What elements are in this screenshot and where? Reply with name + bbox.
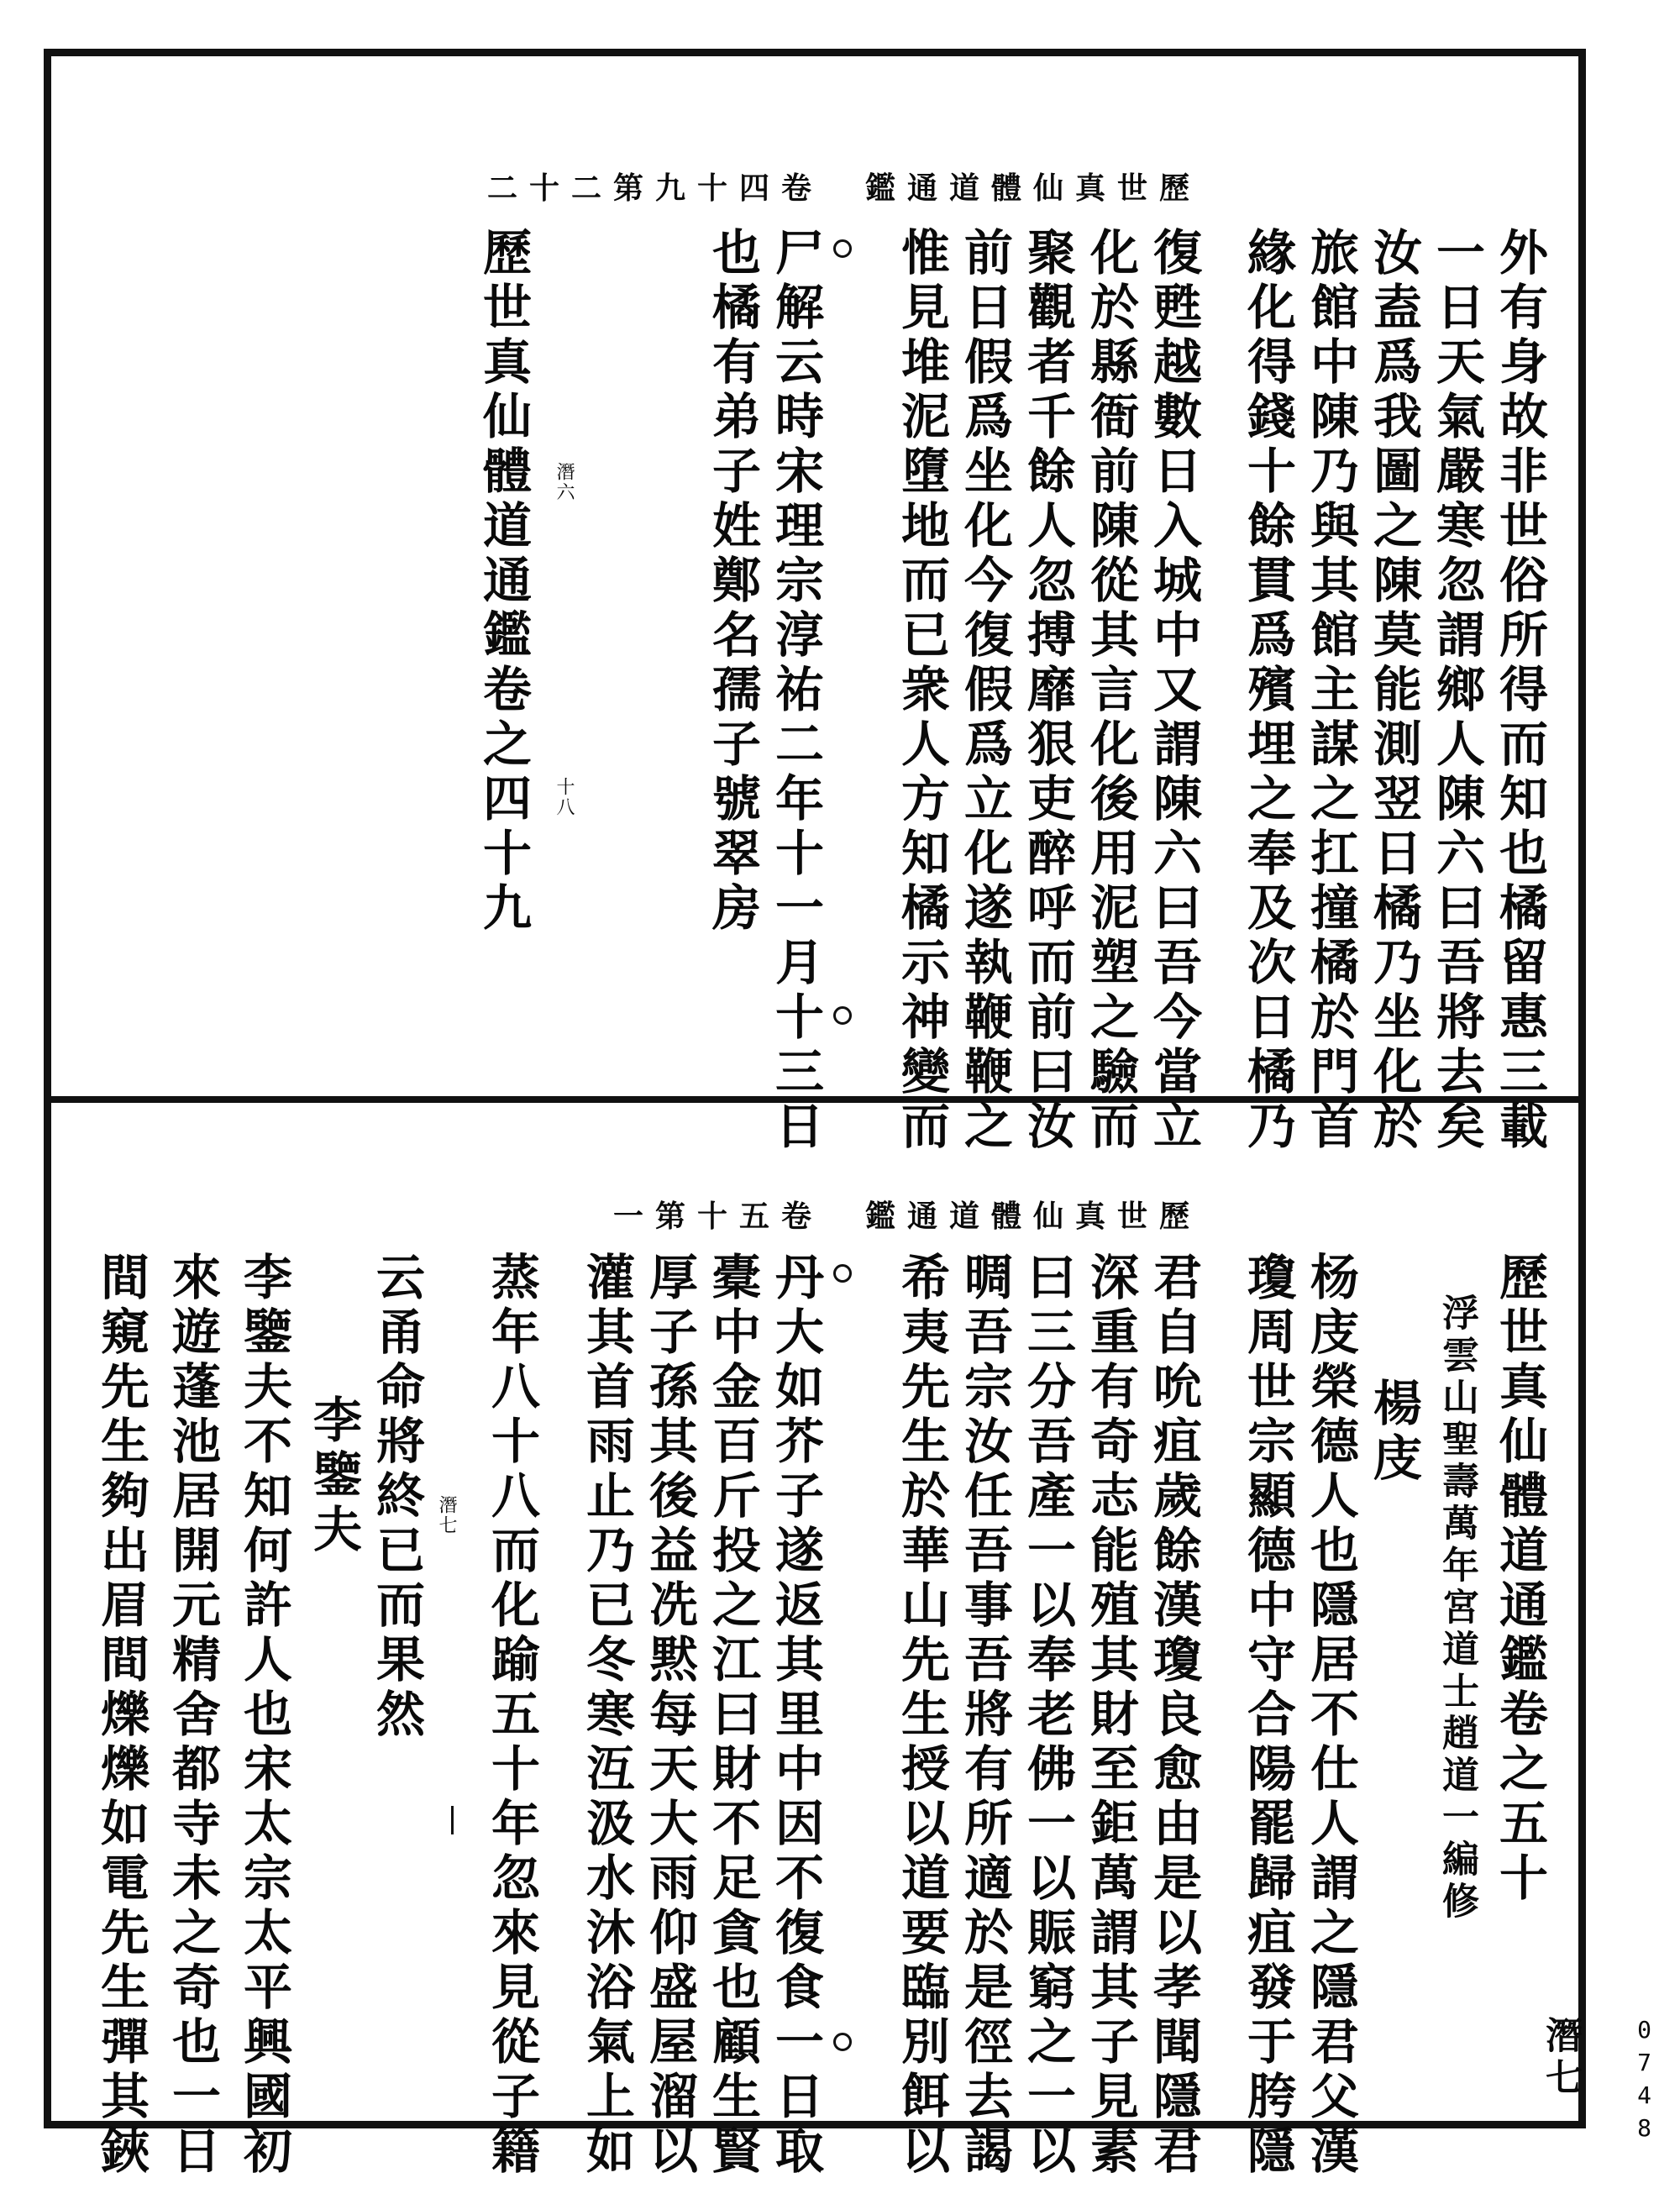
text-column: 蒸年八十八而化踰五十年忽來見從子籍 [483, 1252, 540, 2180]
text-column: 間窺先生夠出眉間爍爍如電先生彈其鋏 [92, 1252, 150, 2180]
text-column: 緣化得錢十餘貫爲殯埋之奉及次日橘乃 [1239, 227, 1296, 1155]
punctuation-circle [833, 1264, 852, 1283]
text-column: 厚子孫其後益冼黙每天大雨仰盛屋溜以 [641, 1252, 698, 2180]
volume-title: 歷世真仙體道通鑑卷之五十 [1491, 1252, 1548, 1907]
text-column: 外有身故非世俗所得而知也橘留惠三載 [1491, 227, 1548, 1155]
margin-note: 潛六 [554, 462, 575, 502]
volume-note: 潛七 [1539, 2016, 1582, 2100]
margin-note: 十八 [554, 777, 575, 817]
text-column: 深重有奇志能殖其財至鉅萬謂其子見素 [1082, 1252, 1139, 2180]
text-column: 晭吾宗汝任吾事吾將有所適於是徑去謁 [956, 1252, 1013, 2180]
text-column: 曰三分吾產一以奉老佛一以賑窮之一以 [1019, 1252, 1076, 2180]
text-column: 杨庋榮德人也隱居不仕人謂之隱君父漢 [1302, 1252, 1359, 2180]
text-column: 復甦越數日入城中又謂陳六曰吾今當立 [1145, 227, 1202, 1155]
text-column: 汝盍爲我圖之陳莫能測翌日橘乃坐化於 [1365, 227, 1422, 1155]
text-column: 也橘有弟子姓鄭名孺子號翠房 [704, 227, 761, 937]
text-column: 前日假爲坐化今復假爲立化遂執鞭鞭之 [956, 227, 1013, 1155]
text-column: 聚觀者千餘人忽搏靡狠吏醉呼而前曰汝 [1019, 227, 1076, 1155]
text-column: 尸解云時宋理宗淳祐二年十一月十三日 [767, 227, 824, 1155]
text-column: 李鑒夫不知何許人也宋太宗太平興國初 [235, 1252, 292, 2180]
text-column: 希夷先生於華山先生授以道要臨別餌以 [893, 1252, 950, 2180]
running-header-bottom: 一第十五卷 鑑通道體仙真世歷 [613, 1199, 1202, 1234]
text-column: 云甬命將終已而果然 [368, 1252, 425, 1743]
page-number: 0748 [1630, 2016, 1658, 2147]
dash-mark [451, 1806, 454, 1834]
section-heading: 李鑒夫 [305, 1394, 362, 1558]
text-column: 丹大如芥子遂返其里中因不復食一日取 [767, 1252, 824, 2180]
punctuation-circle [833, 1006, 852, 1025]
text-column: 惟見堆泥墮地而已衆人方知橘示神變而 [893, 227, 950, 1155]
margin-note: 潛七 [436, 1495, 457, 1535]
punctuation-circle [833, 239, 852, 258]
running-header-top: 二十二第九十四卷 鑑通道體仙真世歷 [487, 171, 1202, 206]
text-column: 君自吮疽歲餘漢瓊良愈由是以孝聞隱君 [1145, 1252, 1202, 2180]
text-column: 化於縣衙前陳從其言化後用泥塑之驗而 [1082, 227, 1139, 1155]
text-column: 旅館中陳乃與其館主謀之扛撞橘於門首 [1302, 227, 1359, 1155]
compiler-line: 浮雲山聖壽萬年宮道士趙道一編修 [1436, 1294, 1478, 1923]
section-heading: 楊庋 [1365, 1378, 1422, 1487]
text-column: 橐中金百斤投之江曰財不足貪也顧生賢 [704, 1252, 761, 2180]
text-column: 一日天氣嚴寒忽謂鄉人陳六曰吾將去矣 [1428, 227, 1485, 1155]
text-column: 瓊周世宗顯德中守合陽罷歸疽發于胯隱 [1239, 1252, 1296, 2180]
text-column: 來遊蓬池居開元精舍都寺未之奇也一日 [164, 1252, 221, 2180]
closing-title: 歷世真仙體道通鑑卷之四十九 [475, 227, 532, 937]
text-column: 灌其首雨止乃已冬寒沍汲水沐浴氣上如 [578, 1252, 635, 2180]
punctuation-circle [833, 2033, 852, 2051]
